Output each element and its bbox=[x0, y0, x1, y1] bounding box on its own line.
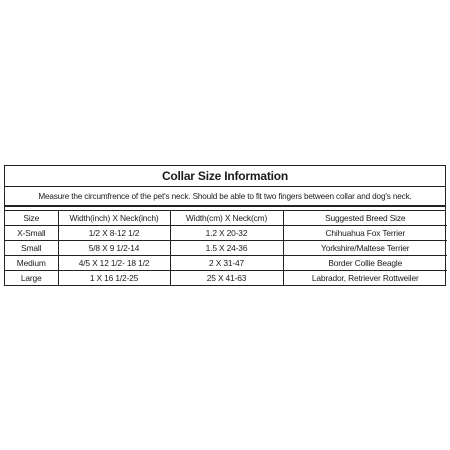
cell-inch: 4/5 X 12 1/2- 18 1/2 bbox=[58, 256, 170, 271]
header-width-cm: Width(cm) X Neck(cm) bbox=[170, 211, 283, 226]
cell-inch: 5/8 X 9 1/2-14 bbox=[58, 241, 170, 256]
measurement-note: Measure the circumfrence of the pet's neck. Should be able to fit two fingers between collar and dog's neck. bbox=[5, 187, 445, 207]
cell-breed: Border Collie Beagle bbox=[283, 256, 447, 271]
cell-cm: 2 X 31-47 bbox=[170, 256, 283, 271]
cell-cm: 25 X 41-63 bbox=[170, 271, 283, 286]
cell-size: Large bbox=[5, 271, 58, 286]
cell-inch: 1 X 16 1/2-25 bbox=[58, 271, 170, 286]
cell-cm: 1.2 X 20-32 bbox=[170, 226, 283, 241]
size-table bbox=[5, 211, 447, 285]
table-header-row bbox=[5, 211, 447, 226]
header-size: Size bbox=[5, 211, 58, 226]
chart-title: Collar Size Information bbox=[5, 166, 445, 187]
cell-breed: Labrador, Retriever Rottweiler bbox=[311, 273, 419, 283]
cell-size: Small bbox=[5, 241, 58, 256]
header-width-inch: Width(inch) X Neck(inch) bbox=[58, 211, 170, 226]
table-row bbox=[5, 241, 447, 256]
table-row bbox=[5, 256, 447, 271]
header-breed: Suggested Breed Size bbox=[283, 211, 447, 226]
collar-size-chart bbox=[4, 165, 446, 286]
cell-size: X-Small bbox=[5, 226, 58, 241]
cell-breed: Chihuahua Fox Terrier bbox=[283, 226, 447, 241]
cell-size: Medium bbox=[5, 256, 58, 271]
cell-inch: 1/2 X 8-12 1/2 bbox=[58, 226, 170, 241]
table-row bbox=[5, 226, 447, 241]
cell-breed: Yorkshire/Maltese Terrier bbox=[283, 241, 447, 256]
cell-cm: 1.5 X 24-36 bbox=[170, 241, 283, 256]
table-row bbox=[5, 271, 447, 286]
